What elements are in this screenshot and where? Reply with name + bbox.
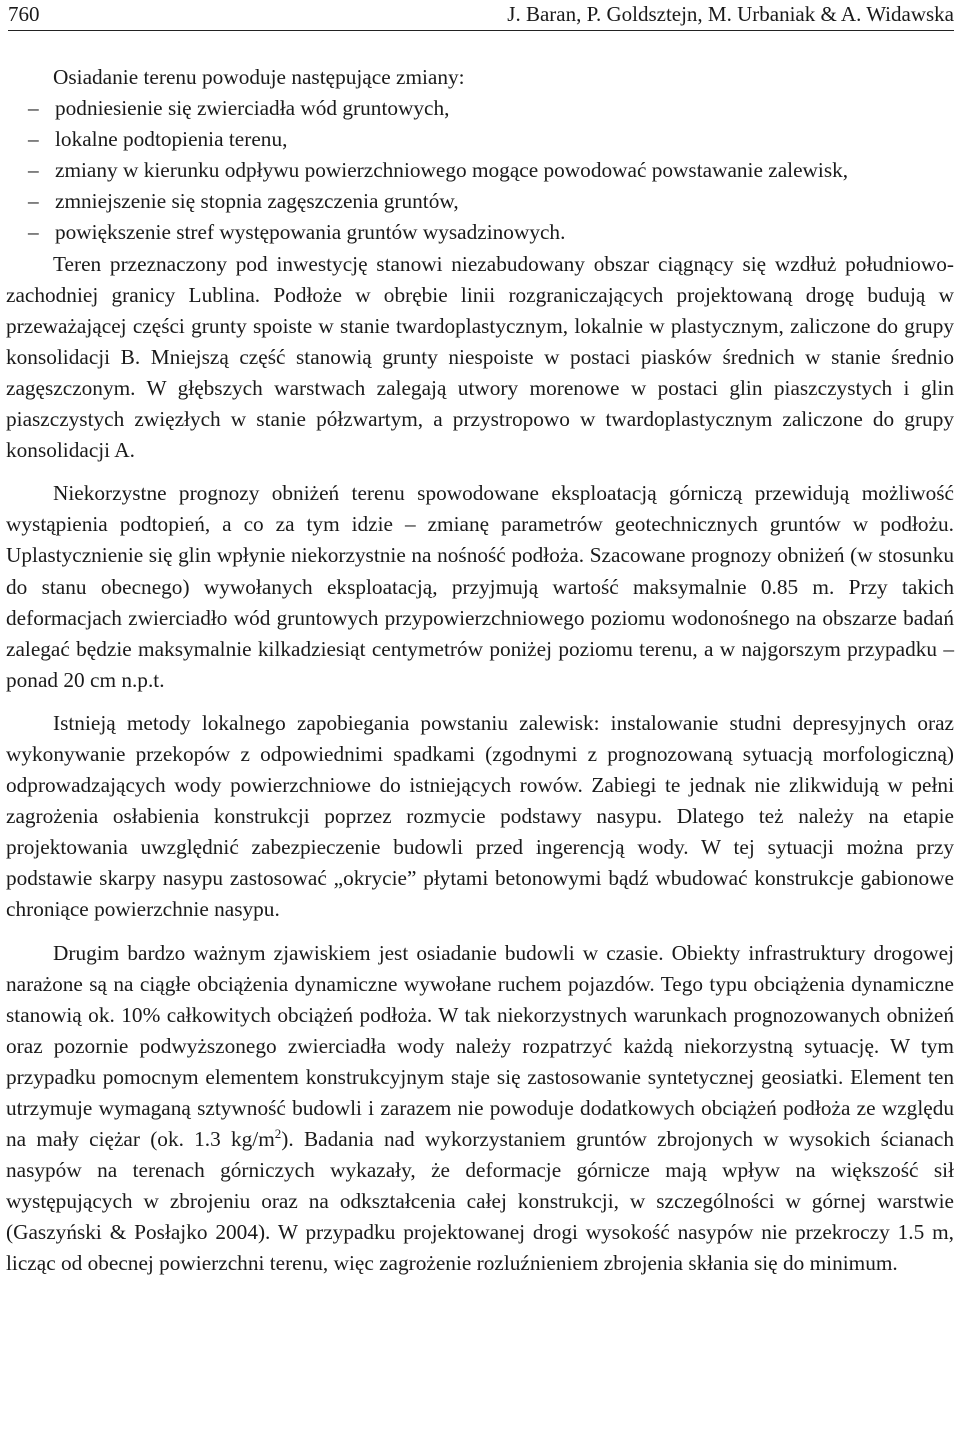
list-item-text: lokalne podtopienia terenu, — [55, 127, 288, 152]
paragraph-settlement-geogrid — [6, 938, 954, 1280]
effects-list — [6, 93, 954, 248]
paragraph-site-geology: Teren przeznaczony pod inwestycję stanowi niezabudowany obszar ciągnący się wzdłuż południowo-zachodniej granicy Lublina. Podłoże w obrębie linii rozgraniczających projektowaną drogę budują w przeważającej części grunty spoiste w stanie twardoplastycznym, lokalnie w plastycznym, zaliczone do grupy konsolidacji B. Mniejszą część stanowią grunty niespoiste w postaci piasków średnich w stanie średnio zagęszczonym. W głębszych warstwach zalegają utwory morenowe w postaci glin piaszczystych i glin piaszczystych zwięzłych w stanie półzwartym, a przystropowo w twardoplastycznym zaliczone do grupy konsolidacji A. — [6, 251, 954, 463]
body-text — [6, 62, 954, 1280]
list-item-text: zmniejszenie się stopnia zagęszczenia gruntów, — [55, 189, 459, 214]
list-dash: – — [28, 96, 39, 121]
list-item — [6, 124, 954, 155]
list-dash: – — [28, 220, 39, 245]
superscript-exponent: 2 — [274, 1126, 282, 1142]
list-item — [6, 217, 954, 248]
list-dash: – — [28, 127, 39, 152]
page-number: 760 — [8, 2, 40, 26]
list-item-text: powiększenie stref występowania gruntów wysadzinowych. — [55, 220, 566, 245]
list-intro: Osiadanie terenu powoduje następujące zmiany: — [53, 65, 465, 89]
page-header — [8, 2, 954, 31]
list-dash: – — [28, 189, 39, 214]
paragraph-text-part: Drugim bardzo ważnym zjawiskiem jest osiadanie budowli w czasie. Obiekty infrastruktury drogowej narażone są na ciągłe obciążenia dynamiczne wywołane ruchem pojazdów. Tego typu obciążenia dynamiczne stanowią ok. 10% całkowitych obciążeń podłoża. W tak niekorzystnych warunkach prognozowanych obniżeń oraz pozornie podwyższonego zwierciadła wody należy rozpatrzyć każdą niekorzystną sytuację. W tym przypadku pomocnym elementem konstrukcyjnym staje się zastosowanie syntetycznej geosiatki. Element ten utrzymuje wymaganą sztywność budowli i zarazem nie powoduje dodatkowych obciążeń podłoża ze względu na mały ciężar (ok. 1.3 kg/m — [6, 940, 954, 1152]
paragraph-text-part: ). Badania nad wykorzystaniem gruntów zbrojonych w wysokich ścianach nasypów na terenach górniczych wykazały, że deformacje górnicze mają wpływ na większość sił występujących w zbrojeniu oraz na odkształcenia całej konstrukcji, w szczególności w górnej warstwie (Gaszyński & Posłajko 2004). W przypadku projektowanej drogi wysokość nasypów nie przekroczy 1.5 m, licząc od obecnej powierzchni terenu, więc zagrożenie rozluźnieniem zbrojenia skłania się do minimum. — [6, 1127, 954, 1276]
list-item — [6, 186, 954, 217]
list-item-text: zmiany w kierunku odpływu powierzchniowego mogące powodować powstawanie zalewisk, — [55, 158, 849, 183]
list-item — [6, 155, 954, 186]
list-item — [6, 93, 954, 124]
paragraph-flood-prevention: Istnieją metody lokalnego zapobiegania powstaniu zalewisk: instalowanie studni depresyjnych oraz wykonywanie przekopów z odpowiednimi spadkami (zgodnymi z prognozowaną sytuacją morfologiczną) odprowadzających wody powierzchniowe do istniejących rowów. Zabiegi te jednak nie zlikwidują w pełni zagrożenia osłabienia konstrukcji poprzez rozmycie podstawy nasypu. Dlatego też należy na etapie projektowania uwzględnić zabezpieczenie budowli przed ingerencją wody. W tej sytuacji można przy podstawie skarpy nasypu zastosować „okrycie” płytami betonowymi bądź wbudować konstrukcje gabionowe chroniące powierzchnie nasypu. — [6, 710, 954, 922]
running-head-authors: J. Baran, P. Goldsztejn, M. Urbaniak & A. Widawska — [507, 2, 954, 26]
list-item-text: podniesienie się zwierciadła wód gruntowych, — [55, 96, 450, 121]
list-dash: – — [28, 158, 39, 183]
paragraph-subsidence-forecast: Niekorzystne prognozy obniżeń terenu spowodowane eksploatacją górniczą przewidują możliwość wystąpienia podtopień, a co za tym idzie – zmianę parametrów geotechnicznych gruntów w podłożu. Uplastycznienie się glin wpłynie niekorzystnie na nośność podłoża. Szacowane prognozy obniżeń (w stosunku do stanu obecnego) wywołanych eksploatacją, przyjmują wartość maksymalnie 0.85 m. Przy takich deformacjach zwierciadło wód gruntowych przypowierzchniowego poziomu wodonośnego na obszarze badań zalegać będzie maksymalnie kilkadziesiąt centymetrów poniżej poziomu terenu, a w najgorszym przypadku – ponad 20 cm n.p.t. — [6, 481, 954, 692]
